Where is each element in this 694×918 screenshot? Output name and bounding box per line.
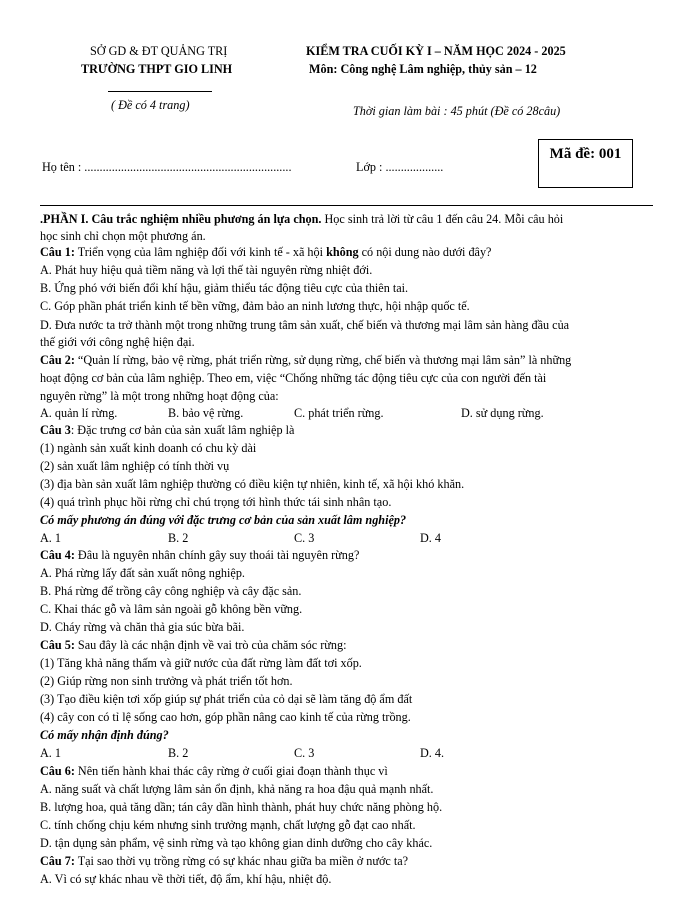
q3-item-1: (1) ngành sản xuất kinh doanh có chu kỳ dài: [40, 441, 257, 455]
question-6: Câu 6: Nên tiến hành khai thác cây rừng ở cuối giai đoạn thành thục vì: [40, 764, 388, 778]
q6-option-b: B. lượng hoa, quả tăng dần; tán cây dần hình thành, phát huy chức năng phòng hộ.: [40, 800, 443, 814]
q7-option-a: A. Vì có sự khác nhau về thời tiết, độ ẩm, khí hậu, nhiệt độ.: [40, 872, 332, 886]
q3-option-d: D. 4: [420, 531, 441, 545]
q2-option-a: A. quản lí rừng.: [40, 406, 118, 420]
q1-option-b: B. Ứng phó với biến đổi khí hậu, giảm thiểu tác động tiêu cực của thiên tai.: [40, 281, 409, 295]
name-field: Họ tên : ....................................................................: [42, 160, 292, 174]
school-name: TRƯỜNG THPT GIO LINH: [81, 62, 233, 76]
pages-note: ( Đề có 4 trang): [111, 98, 190, 112]
exam-title: KIỂM TRA CUỐI KỲ I – NĂM HỌC 2024 - 2025: [306, 44, 566, 58]
q1-option-a: A. Phát huy hiệu quả tiềm năng và lợi thế tài nguyên rừng nhiệt đới.: [40, 263, 373, 277]
q1-option-d: D. Đưa nước ta trở thành một trong những trung tâm sản xuất, chế biến và thương mại lâm sản hàng đầu của: [40, 318, 570, 332]
q6-option-a: A. năng suất và chất lượng lâm sản ổn định, khả năng ra hoa đậu quả mạnh nhất.: [40, 782, 434, 796]
time-note: Thời gian làm bài : 45 phút (Đề có 28câu): [353, 104, 561, 118]
q6-option-c: C. tính chống chịu kém nhưng sinh trưởng mạnh, chất lượng gỗ đạt cao nhất.: [40, 818, 416, 832]
question-1: Câu 1: Triển vọng của lâm nghiệp đối với kinh tế - xã hội không có nội dung nào dưới đây?: [40, 245, 492, 259]
q5-item-1: (1) Tăng khả năng thấm và giữ nước của đất rừng làm đất tơi xốp.: [40, 656, 362, 670]
q3-item-2: (2) sản xuất lâm nghiệp có tính thời vụ: [40, 459, 230, 473]
header-divider: [108, 91, 212, 92]
q5-prompt: Có mấy nhận định đúng?: [40, 728, 169, 742]
q2-option-c: C. phát triển rừng.: [294, 406, 384, 420]
q1-option-d-cont: thế giới với công nghệ hiện đại.: [40, 335, 195, 349]
question-4: Câu 4: Đâu là nguyên nhân chính gây suy thoái tài nguyên rừng?: [40, 548, 360, 562]
q3-option-c: C. 3: [294, 531, 315, 545]
q4-option-d: D. Cháy rừng và chăn thả gia súc bừa bãi.: [40, 620, 245, 634]
q5-option-b: B. 2: [168, 746, 189, 760]
q4-option-a: A. Phá rừng lấy đất sản xuất nông nghiệp.: [40, 566, 245, 580]
q5-item-3: (3) Tạo điều kiện tơi xốp giúp sự phát triển của cỏ dại sẽ làm tăng độ ẩm đất: [40, 692, 413, 706]
exam-code: Mã đề: 001: [549, 146, 622, 162]
question-2-line-3: nguyên rừng” là một trong những hoạt động của:: [40, 389, 279, 403]
q3-item-4: (4) quá trình phục hồi rừng chỉ chú trọng tới hình thức tái sinh nhân tạo.: [40, 495, 392, 509]
q3-option-a: A. 1: [40, 531, 61, 545]
question-2-line-2: hoạt động cơ bản của lâm nghiệp. Theo em, việc “Chống những tác động tiêu cực của con người đến tài: [40, 371, 547, 385]
q5-item-2: (2) Giúp rừng non sinh trưởng và phát triển tốt hơn.: [40, 674, 293, 688]
q4-option-c: C. Khai thác gỗ và lâm sản ngoài gỗ không bền vững.: [40, 602, 303, 616]
question-3: Câu 3: Đặc trưng cơ bản của sản xuất lâm nghiệp là: [40, 423, 295, 437]
q5-option-d: D. 4.: [420, 746, 445, 760]
section-divider: [40, 205, 653, 206]
q3-item-3: (3) địa bàn sản xuất lâm nghiệp thường có điều kiện tự nhiên, kinh tế, xã hội khó khăn.: [40, 477, 465, 491]
question-5: Câu 5: Sau đây là các nhận định về vai trò của chăm sóc rừng:: [40, 638, 347, 652]
class-field: Lớp : ...................: [356, 160, 444, 174]
q5-option-a: A. 1: [40, 746, 61, 760]
question-7: Câu 7: Tại sao thời vụ trồng rừng có sự khác nhau giữa ba miền ở nước ta?: [40, 854, 409, 868]
q2-option-b: B. bảo vệ rừng.: [168, 406, 244, 420]
section-instruction: học sinh chỉ chọn một phương án.: [40, 229, 206, 243]
q1-option-c: C. Góp phần phát triển kinh tế bền vững, đảm bảo an ninh lương thực, hội nhập quốc tế.: [40, 299, 470, 313]
q3-option-b: B. 2: [168, 531, 189, 545]
department-name: SỞ GD & ĐT QUẢNG TRỊ: [90, 44, 228, 58]
q5-option-c: C. 3: [294, 746, 315, 760]
q4-option-b: B. Phá rừng để trồng cây công nghiệp và cây đặc sản.: [40, 584, 302, 598]
q3-prompt: Có mấy phương án đúng với đặc trưng cơ bản của sản xuất lâm nghiệp?: [40, 513, 407, 527]
section-heading: .PHẦN I. Câu trắc nghiệm nhiều phương án lựa chọn. Học sinh trả lời từ câu 1 đến câu 24. Mỗi câu hỏi: [40, 212, 564, 226]
subject-title: Môn: Công nghệ Lâm nghiệp, thủy sản – 12: [309, 62, 537, 76]
q2-option-d: D. sử dụng rừng.: [461, 406, 544, 420]
q6-option-d: D. tận dụng sản phẩm, vệ sinh rừng và tạo không gian dinh dưỡng cho cây khác.: [40, 836, 433, 850]
question-2: Câu 2: “Quản lí rừng, bảo vệ rừng, phát triển rừng, sử dụng rừng, chế biến và thương mại lâm sản” là những: [40, 353, 572, 367]
q5-item-4: (4) cây con có tỉ lệ sống cao hơn, góp phần nâng cao kinh tế của rừng trồng.: [40, 710, 411, 724]
exam-code-box: [538, 139, 633, 188]
